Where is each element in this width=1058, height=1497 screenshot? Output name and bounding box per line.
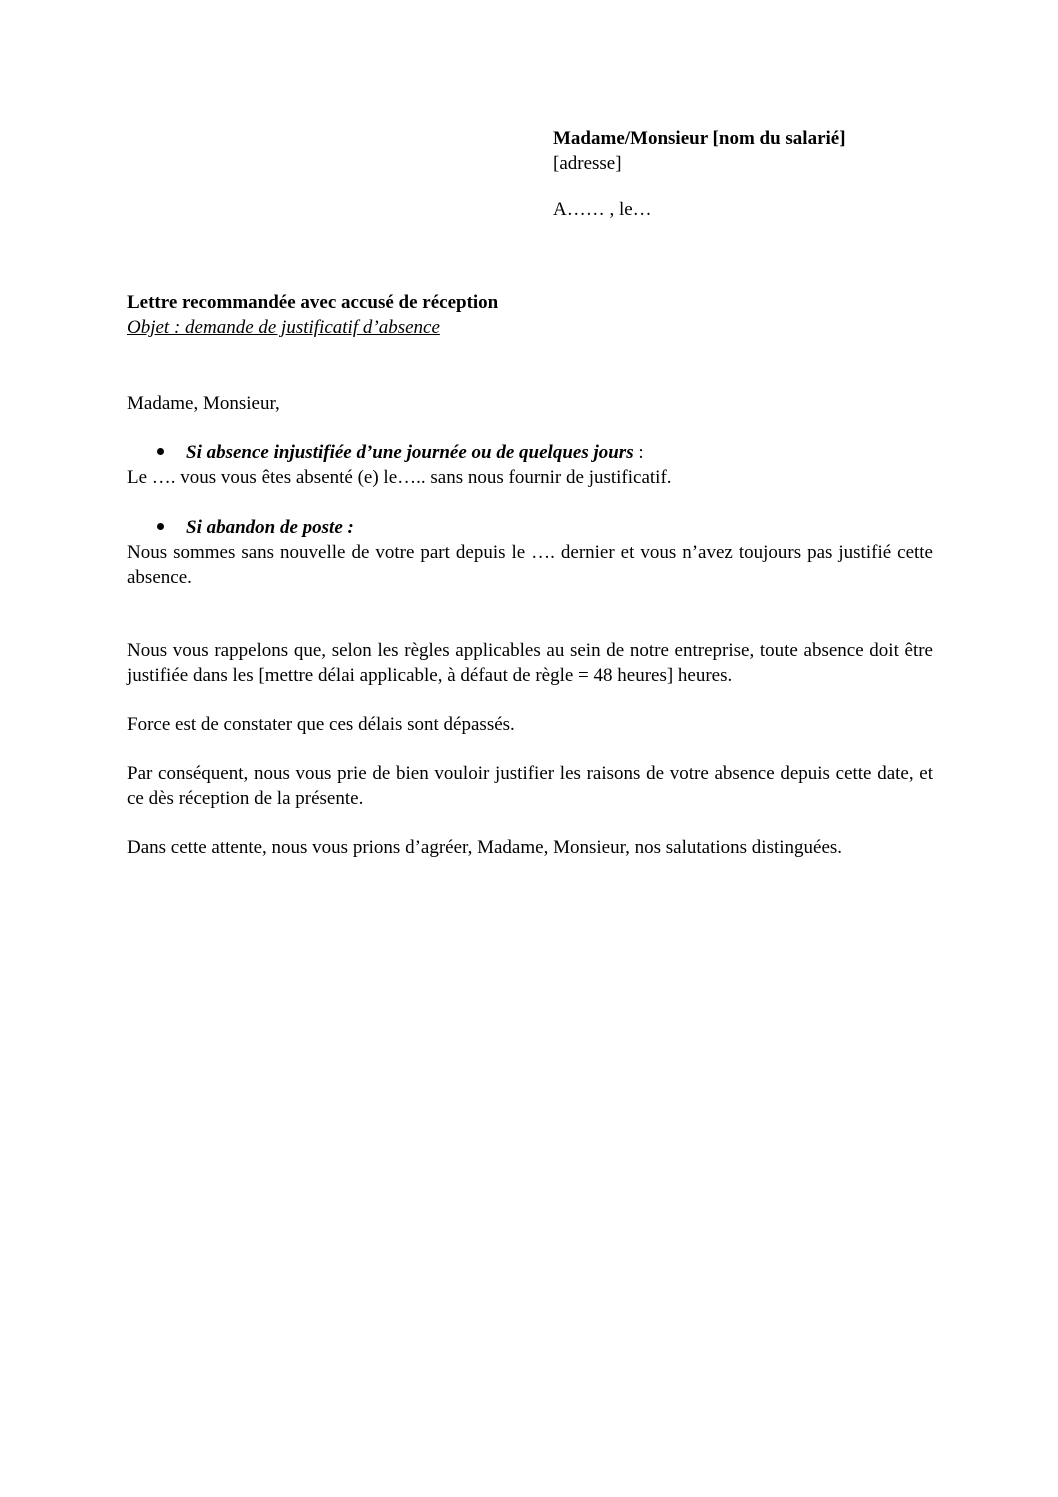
recipient-block	[553, 126, 973, 176]
registered-letter-heading: Lettre recommandée avec accusé de réception	[127, 292, 499, 313]
bullet-icon	[157, 523, 164, 530]
recipient-name: Madame/Monsieur [nom du salarié]	[553, 128, 846, 149]
closing-paragraph: Dans cette attente, nous vous prions d’agréer, Madame, Monsieur, nos salutations distinguées.	[127, 837, 843, 858]
recipient-address: [adresse]	[553, 153, 622, 174]
exceeded-paragraph: Force est de constater que ces délais sont dépassés.	[127, 714, 515, 735]
case-one-bullet	[157, 440, 644, 465]
case-two-label: Si abandon de poste :	[186, 517, 354, 538]
request-paragraph: Par conséquent, nous vous prie de bien vouloir justifier les raisons de votre absence depuis cette date, et ce dès réception de la présente.	[127, 763, 933, 809]
case-one-text: Le …. vous vous êtes absenté (e) le….. sans nous fournir de justificatif.	[127, 467, 672, 488]
case-one-label: Si absence injustifiée d’une journée ou de quelques jours	[186, 442, 634, 463]
date-place: A…… , le…	[553, 199, 652, 220]
case-one-label-suffix: :	[633, 442, 644, 463]
case-two-text: Nous sommes sans nouvelle de votre part depuis le …. dernier et vous n’avez toujours pas justifié cette absence.	[127, 542, 933, 588]
bullet-icon	[157, 448, 164, 455]
subject-line	[127, 315, 933, 340]
case-two-bullet	[157, 515, 354, 540]
subject-text: Objet : demande de justificatif d’absence	[127, 317, 440, 338]
salutation: Madame, Monsieur,	[127, 393, 280, 414]
rules-paragraph: Nous vous rappelons que, selon les règles applicables au sein de notre entreprise, toute absence doit être justifiée dans les [mettre délai applicable, à défaut de règle = 48 heures] heures.	[127, 640, 933, 686]
